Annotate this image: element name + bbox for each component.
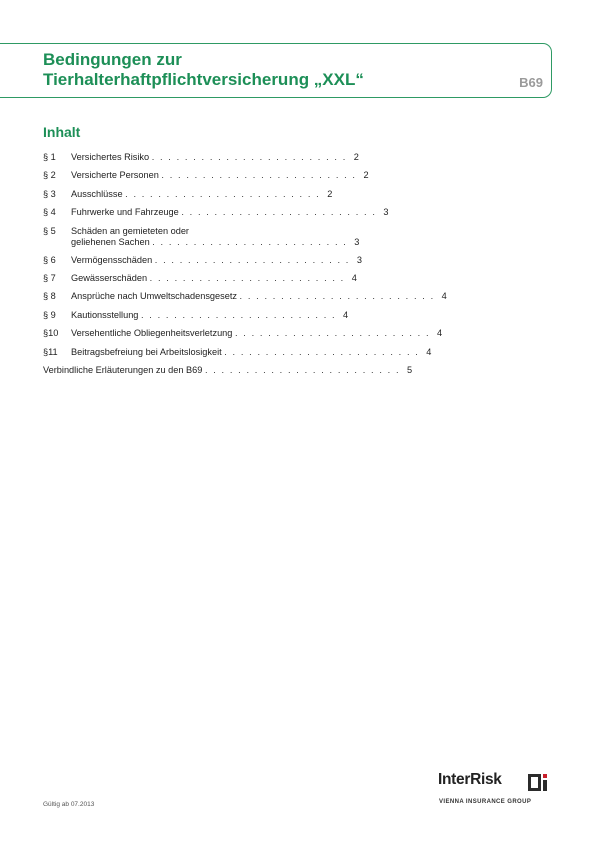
toc-item-1[interactable]: § 1 Versichertes Risiko . . . . . . . . . . . . . . . . . . . . . . . . 2 — [43, 152, 359, 162]
validity-date: Gültig ab 07.2013 — [43, 801, 95, 808]
toc-item-page: 3 — [354, 236, 360, 247]
toc-item-7[interactable]: § 7 Gewässerschäden . . . . . . . . . . . . . . . . . . . . . . . . 4 — [43, 272, 357, 283]
toc-item-title: Verbindliche Erläuterungen zu den B69 — [43, 364, 203, 375]
toc-item-9[interactable]: § 9 Kautionsstellung . . . . . . . . . . . . . . . . . . . . . . . . 4 — [43, 309, 349, 320]
toc-item-number: § 7 — [43, 272, 56, 283]
toc-item-page: 3 — [383, 207, 389, 218]
toc-item-title: Versehentliche Obliegenheitsverletzung — [71, 328, 233, 339]
interrisk-logo — [438, 771, 558, 811]
toc-item-page: 4 — [426, 346, 432, 357]
toc-item-6[interactable]: § 6 Vermögensschäden . . . . . . . . . . . . . . . . . . . . . . . . 3 — [43, 254, 362, 265]
toc-item-10[interactable]: §10 Versehentliche Obliegenheitsverletzung . . . . . . . . . . . . . . . . . . . . . . . . 4 — [43, 328, 443, 339]
toc-item-2[interactable]: § 2 Versicherte Personen . . . . . . . . . . . . . . . . . . . . . . . . 2 — [43, 170, 369, 181]
toc-item-title-line-1: Schäden an gemieteten oder — [71, 225, 189, 236]
toc-item-number: §10 — [43, 328, 59, 339]
toc-item-number: § 2 — [43, 170, 56, 181]
toc-item-3[interactable]: § 3 Ausschlüsse . . . . . . . . . . . . . . . . . . . . . . . . 2 — [43, 188, 333, 199]
toc-item-number: § 1 — [43, 152, 56, 162]
toc-item-8[interactable]: § 8 Ansprüche nach Umweltschadensgesetz . . . . . . . . . . . . . . . . . . . . . . . . 4 — [43, 291, 447, 302]
toc-item-5[interactable]: § 5 Schäden an gemieteten oder geliehenen Sachen . . . . . . . . . . . . . . . . . . . . . . . . 3 — [43, 225, 360, 247]
logo-mark-icon — [528, 774, 550, 791]
document-title-line-1: Bedingungen zur — [43, 50, 182, 69]
toc-item-page: 2 — [327, 188, 333, 199]
toc-item-11[interactable]: §11 Beitragsbefreiung bei Arbeitslosigkeit . . . . . . . . . . . . . . . . . . . . . . . . 4 — [43, 346, 432, 357]
toc-item-title: Versichertes Risiko — [71, 152, 150, 162]
toc-item-title: Vermögensschäden — [71, 254, 153, 265]
toc-item-page: 4 — [437, 328, 443, 339]
logo-subtext: VIENNA INSURANCE GROUP — [439, 799, 532, 805]
toc-item-page: 4 — [441, 291, 447, 302]
document-title — [43, 50, 463, 90]
toc-item-title: Ausschlüsse — [71, 188, 123, 199]
toc-item-page: 2 — [363, 170, 369, 181]
toc-item-number: § 3 — [43, 188, 56, 199]
toc-item-title: Kautionsstellung — [71, 309, 139, 320]
toc-item-title: Beitragsbefreiung bei Arbeitslosigkeit — [71, 346, 222, 357]
toc-item-number: § 8 — [43, 291, 56, 302]
toc-item-title: geliehenen Sachen — [71, 236, 150, 247]
toc-item-page: 3 — [356, 254, 362, 265]
toc-item-number: §11 — [43, 346, 58, 357]
document-code: B69 — [519, 75, 543, 90]
toc-item-appendix[interactable]: Verbindliche Erläuterungen zu den B69 . . . . . . . . . . . . . . . . . . . . . . . . 5 — [43, 364, 413, 375]
toc-item-page: 4 — [343, 309, 349, 320]
toc-heading: Inhalt — [43, 124, 81, 140]
toc-item-number: § 5 — [43, 225, 56, 236]
toc-item-4[interactable]: § 4 Fuhrwerke und Fahrzeuge . . . . . . . . . . . . . . . . . . . . . . . . 3 — [43, 207, 389, 218]
toc-item-page: 5 — [406, 364, 413, 375]
toc-item-title: Ansprüche nach Umweltschadensgesetz — [71, 291, 237, 302]
toc-item-number: § 4 — [43, 207, 56, 218]
toc-item-title: Fuhrwerke und Fahrzeuge — [71, 207, 179, 218]
toc-item-title: Gewässerschäden — [71, 272, 148, 283]
toc-item-page: 2 — [353, 152, 359, 162]
toc-item-page: 4 — [351, 272, 357, 283]
document-title-line-2: Tierhalterhaftpflichtversicherung „XXL“ — [43, 70, 364, 89]
table-of-contents — [43, 152, 447, 383]
toc-item-title: Versicherte Personen — [71, 170, 159, 181]
toc-item-number: § 9 — [43, 309, 56, 320]
logo-wordmark: InterRisk — [438, 771, 502, 788]
toc-item-number: § 6 — [43, 254, 56, 265]
